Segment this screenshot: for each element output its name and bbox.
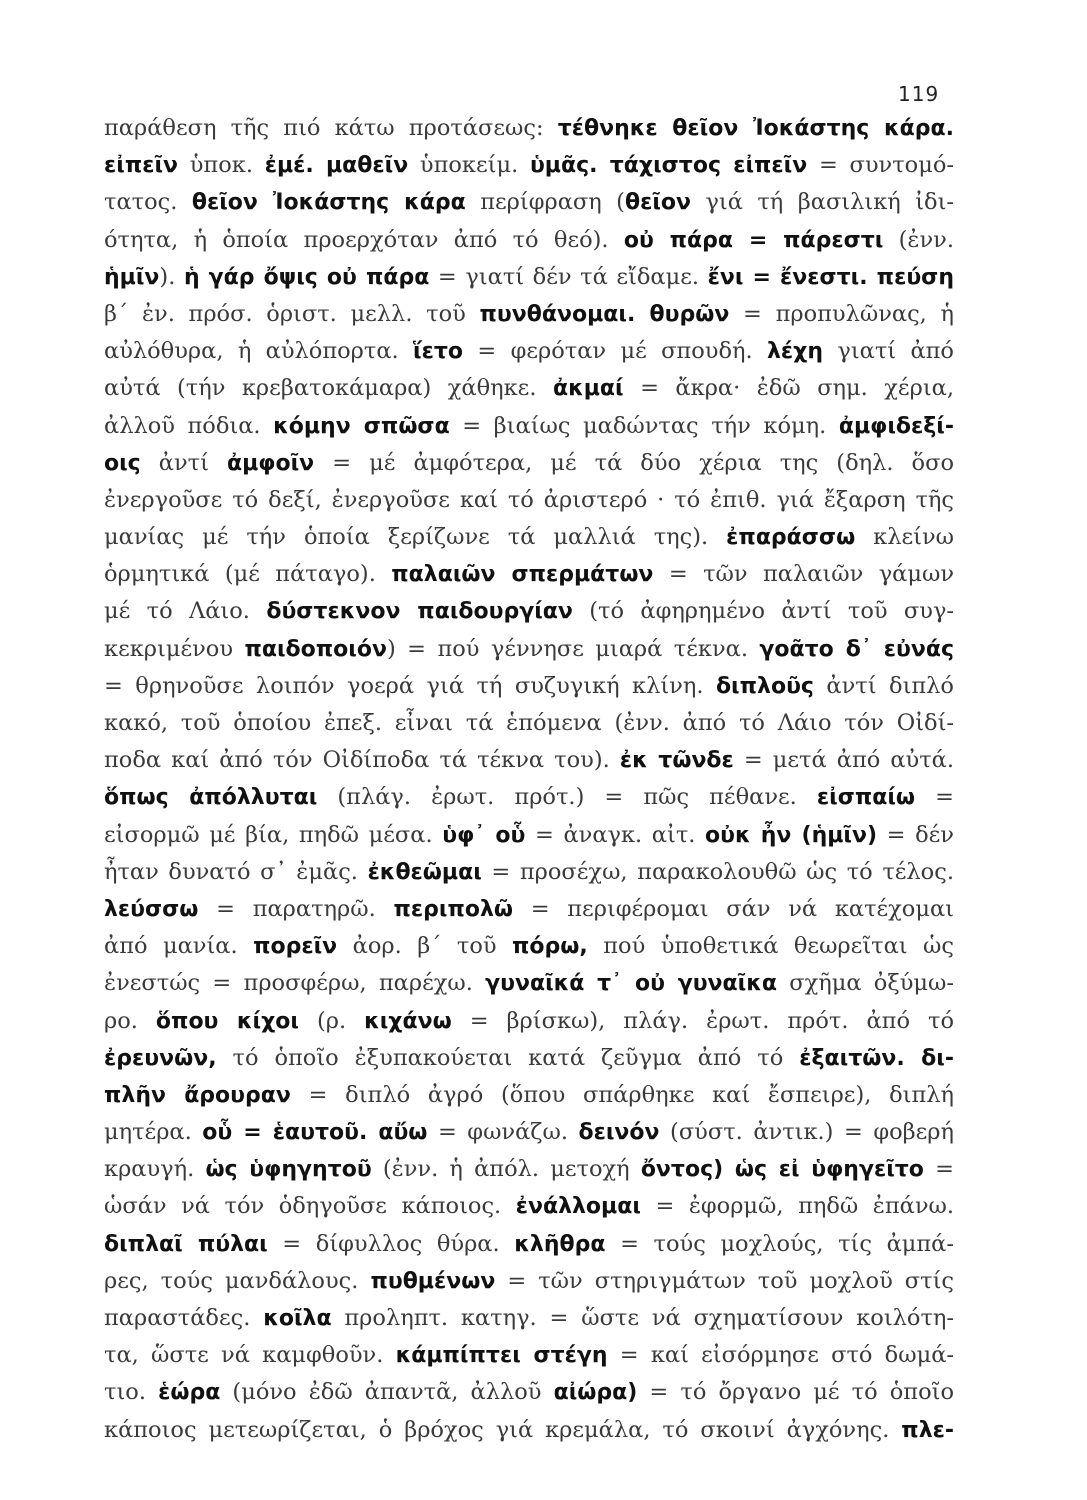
headword: πόρω,: [512, 934, 588, 960]
headword: θεῖον Ἰοκάστης κάρα: [191, 190, 466, 216]
gloss-text: ὑποκείμ.: [408, 152, 530, 179]
gloss-text: ὁρμητικά (μέ πάταγο).: [104, 561, 392, 588]
text-line: [104, 668, 954, 705]
text-line: [104, 631, 954, 668]
headword: λέχη: [766, 339, 824, 365]
headword: εἰπεῖν: [104, 153, 179, 179]
text-line: [104, 408, 954, 445]
headword: πορεῖν: [253, 934, 338, 960]
headword: αἰώρα): [553, 1380, 638, 1406]
gloss-text: ἦταν δυνατό σ᾽ ἐμᾶς.: [104, 858, 368, 885]
gloss-text: = προπυλῶνας, ἡ: [729, 300, 954, 327]
gloss-text: = θρηνοῦσε λοιπόν γοερά γιά τή συζυγική κλίνη.: [104, 672, 716, 699]
gloss-text: κάποιος μετεωρίζεται, ὁ βρόχος γιά κρεμάλα, τό σκοινί ἀγχόνης.: [104, 1416, 902, 1443]
gloss-text: = ἀναγκ. αἰτ.: [525, 821, 706, 848]
gloss-text: = καί εἰσόρμησε στό δωμά-: [607, 1342, 954, 1369]
headword: δεινόν: [578, 1120, 660, 1146]
text-line: [104, 222, 954, 259]
gloss-text: = τό ὄργανο μέ τό ὁποῖο: [637, 1379, 954, 1406]
gloss-text: = φερόταν μέ σπουδή.: [463, 338, 767, 365]
gloss-text: = συντομό-: [807, 152, 954, 179]
text-line: [104, 296, 954, 333]
headword: ἐμέ. μαθεῖν: [264, 153, 409, 179]
headword: ἀκμαί: [552, 376, 624, 402]
gloss-text: παραστάδες.: [104, 1305, 264, 1331]
headword: διπλοῦς: [715, 673, 814, 699]
text-line: [104, 1188, 954, 1225]
headword: κιχάνω: [364, 1008, 452, 1034]
gloss-text: =: [923, 1156, 954, 1183]
headword: οὐ πάρα = πάρεστι: [623, 227, 884, 253]
gloss-text: γιά τή βασιλική ἰδι-: [691, 189, 954, 216]
headword: θεῖον: [624, 190, 691, 216]
gloss-text: = φωνάζω.: [427, 1119, 579, 1146]
gloss-text: περίφραση (: [465, 189, 625, 216]
gloss-text: (μόνο ἐδῶ ἀπαντᾶ, ἀλλοῦ: [220, 1379, 554, 1406]
headword: ὑμᾶς. τάχιστος εἰπεῖν: [529, 153, 808, 179]
gloss-text: = μέ ἀμφότερα, μέ τά δύο χέρια της (δηλ. ὅσο: [314, 449, 955, 476]
gloss-text: = τῶν στηριγμάτων τοῦ μοχλοῦ στίς: [495, 1267, 955, 1294]
text-line: [104, 556, 954, 593]
headword: πυθμένων: [370, 1268, 496, 1294]
gloss-text: τό ὁποῖο ἐξυπακούεται κατά ζεῦγμα ἀπό τό: [216, 1044, 800, 1071]
text-line: [104, 891, 954, 928]
text-line: [104, 965, 954, 1002]
text-line: [104, 147, 954, 184]
gloss-text: ρο.: [104, 1007, 156, 1034]
text-line: [104, 370, 954, 407]
headword: λεύσσω: [104, 896, 199, 922]
gloss-text: προληπτ. κατηγ. = ὥστε νά σχηματίσουν κοιλότη-: [331, 1305, 954, 1331]
gloss-text: = δίφυλλος θύρα.: [267, 1230, 515, 1257]
headword: πλῆν ἄρουραν: [104, 1082, 291, 1108]
gloss-text: ρες, τούς μανδάλους.: [104, 1267, 371, 1294]
headword: ὡς ὑφηγητοῦ: [205, 1157, 372, 1183]
gloss-text: εἰσορμῶ μέ βία, πηδῶ μέσα.: [104, 821, 443, 848]
headword: ἀμφοῖν: [226, 450, 315, 476]
gloss-text: ἀντί διπλό: [813, 672, 954, 699]
gloss-text: = μετά ἀπό αὐτά.: [733, 747, 955, 774]
text-line: [104, 742, 954, 779]
gloss-text: ἐνεργοῦσε τό δεξί, ἐνεργοῦσε καί τό ἀριστερό · τό ἐπιθ. γιά ἔξαρση τῆς: [104, 486, 954, 513]
headword: ἑώρα: [158, 1380, 221, 1406]
headword: ἵετο: [413, 339, 464, 365]
gloss-text: αὐλόθυρα, ἡ αὐλόπορτα.: [104, 338, 414, 365]
headword: ἡμῖν: [104, 264, 160, 290]
gloss-text: (ἐνν. ἡ ἀπόλ. μετοχή: [371, 1156, 641, 1183]
headword: ὅπου κίχοι: [155, 1008, 299, 1034]
headword: ἐξαιτῶν. δι-: [799, 1045, 954, 1071]
text-line: [104, 519, 954, 556]
page-number: 119: [898, 82, 940, 106]
gloss-text: = βιαίως μαδώντας τήν κόμη.: [449, 412, 839, 439]
gloss-text: ἀντί: [140, 449, 227, 476]
text-line: [104, 1263, 954, 1300]
gloss-text: σχῆμα ὀξύμω-: [776, 970, 954, 997]
headword: ἐκ τῶνδε: [619, 748, 734, 774]
gloss-text: = τῶν παλαιῶν γάμων: [653, 561, 954, 588]
gloss-text: ).: [159, 263, 184, 290]
text-line: [104, 1226, 954, 1263]
gloss-text: β΄ ἐν. πρόσ. ὁριστ. μελλ. τοῦ: [104, 300, 480, 327]
gloss-text: παράθεση τῆς πιό κάτω προτάσεως:: [104, 115, 558, 141]
text-line: [104, 445, 954, 482]
headword: τέθνηκε θεῖον Ἰοκάστης κάρα.: [557, 116, 954, 141]
headword: πλε-: [901, 1417, 954, 1443]
gloss-text: (τό ἀφηρημένο ἀντί τοῦ συγ-: [572, 598, 955, 625]
headword: περιπολῶ: [393, 896, 513, 922]
headword: ὅπως ἀπόλλυται: [104, 785, 318, 811]
gloss-text: = γιατί δέν τά εἴδαμε.: [429, 263, 708, 290]
text-line: [104, 259, 954, 296]
headword: ὄντος) ὡς εἰ ὑφηγεῖτο: [640, 1157, 924, 1183]
headword: γυναῖκά τ᾽ οὐ γυναῖκα: [485, 971, 777, 997]
gloss-text: (σύστ. ἀντικ.) = φοβερή: [659, 1119, 955, 1146]
headword: ἔνι = ἔνεστι. πεύση: [707, 264, 954, 290]
gloss-text: κακό, τοῦ ὁποίου ἐπεξ. εἶναι τά ἑπόμενα (ἐνν. ἀπό τό Λάιο τόν Οἰδί-: [104, 710, 954, 736]
gloss-text: γιατί ἀπό: [823, 338, 954, 365]
gloss-text: ότητα, ἡ ὁποία προερχόταν ἀπό τό θεό).: [104, 226, 624, 253]
gloss-text: τατος.: [104, 189, 192, 216]
text-line: [104, 593, 954, 630]
gloss-text: αὐτά (τήν κρεβατοκάμαρα) χάθηκε.: [104, 375, 553, 402]
gloss-text: =: [915, 784, 954, 811]
gloss-text: μανίας μέ τήν ὁποία ξερίζωνε τά μαλλιά της).: [104, 524, 727, 551]
headword: ἀμφιδεξί-: [838, 413, 954, 439]
text-line: [104, 1077, 954, 1114]
gloss-text: (ρ.: [298, 1007, 365, 1034]
text-line: [104, 110, 954, 147]
gloss-text: (ἐνν.: [883, 226, 954, 253]
headword: ὑφ᾽ οὗ: [442, 822, 526, 848]
headword: ἐπαράσσω: [726, 525, 856, 551]
headword: κλῆθρα: [514, 1231, 606, 1257]
text-line: [104, 333, 954, 370]
gloss-text: = τούς μοχλούς, τίς ἀμπά-: [605, 1230, 954, 1257]
headword: δύστεκνον παιδουργίαν: [266, 599, 573, 625]
headword: γοᾶτο δ᾽ εὐνάς: [759, 636, 955, 662]
text-line: [104, 1337, 954, 1374]
text-line: [104, 928, 954, 965]
text-line: [104, 817, 954, 854]
headword: κοῖλα: [263, 1306, 332, 1331]
gloss-text: ἐνεστώς = προσφέρω, παρέχω.: [104, 970, 486, 997]
gloss-text: = βρίσκω), πλάγ. ἐρωτ. πρότ. ἀπό τό: [451, 1007, 954, 1034]
text-line: [104, 482, 954, 519]
headword: διπλαῖ πύλαι: [104, 1231, 268, 1257]
commentary-text: [104, 110, 954, 1449]
headword: ἐκθεῶμαι: [367, 859, 482, 885]
headword: ἡ γάρ ὄψις οὐ πάρα: [183, 264, 430, 290]
text-line: [104, 1374, 954, 1411]
gloss-text: κλείνω: [855, 524, 954, 551]
text-line: [104, 854, 954, 891]
gloss-text: = περιφέρομαι σάν νά κατέχομαι: [513, 895, 954, 922]
headword: οὗ = ἑαυτοῦ. αὔω: [202, 1120, 428, 1146]
text-line: [104, 184, 954, 221]
text-line: [104, 779, 954, 816]
gloss-text: ἀλλοῦ πόδια.: [104, 412, 274, 439]
headword: εἰσπαίω: [816, 785, 916, 811]
gloss-text: = προσέχω, παρακολουθῶ ὡς τό τέλος.: [481, 858, 954, 885]
gloss-text: πού ὑποθετικά θεωρεῖται ὡς: [587, 933, 954, 960]
headword: κόμην σπῶσα: [273, 413, 450, 439]
gloss-text: τα, ὥστε νά καμφθοῦν.: [104, 1342, 396, 1369]
text-line: [104, 1003, 954, 1040]
gloss-text: = διπλό ἀγρό (ὅπου σπάρθηκε καί ἔσπειρε), διπλή: [290, 1081, 955, 1108]
gloss-text: = δέν: [877, 821, 954, 848]
headword: παιδοποιόν: [244, 636, 387, 662]
gloss-text: τιο.: [104, 1379, 159, 1406]
gloss-text: = ἐφορμῶ, πηδῶ ἐπάνω.: [640, 1193, 954, 1220]
gloss-text: κεκριμένου: [104, 635, 245, 662]
gloss-text: ἀπό μανία.: [104, 933, 254, 960]
gloss-text: μητέρα.: [104, 1119, 203, 1146]
gloss-text: ποδα καί ἀπό τόν Οἰδίποδα τά τέκνα του).: [104, 747, 620, 774]
headword: οις: [104, 450, 141, 476]
text-line: [104, 1300, 954, 1337]
text-line: [104, 1114, 954, 1151]
gloss-text: μέ τό Λάιο.: [104, 598, 267, 625]
gloss-text: κραυγή.: [104, 1156, 206, 1183]
headword: οὐκ ἦν (ἡμῖν): [705, 822, 878, 848]
headword: ἐνάλλομαι: [515, 1194, 641, 1220]
headword: ἐρευνῶν,: [104, 1045, 217, 1071]
text-line: [104, 1151, 954, 1188]
text-line: [104, 705, 954, 742]
headword: κάμπίπτει στέγη: [395, 1343, 608, 1369]
text-line: [104, 1412, 954, 1449]
text-line: [104, 1040, 954, 1077]
gloss-text: ) = πού γέννησε μιαρά τέκνα.: [386, 635, 760, 662]
gloss-text: ἀορ. β΄ τοῦ: [337, 933, 513, 960]
gloss-text: ὑποκ.: [178, 152, 265, 179]
gloss-text: = παρατηρῶ.: [198, 895, 394, 922]
headword: πυνθάνομαι. θυρῶν: [479, 301, 730, 327]
gloss-text: ὡσάν νά τόν ὁδηγοῦσε κάποιος.: [104, 1193, 516, 1220]
gloss-text: (πλάγ. ἐρωτ. πρότ.) = πῶς πέθανε.: [317, 784, 817, 811]
headword: παλαιῶν σπερμάτων: [391, 562, 654, 588]
gloss-text: = ἄκρα· ἐδῶ σημ. χέρια,: [623, 375, 954, 402]
